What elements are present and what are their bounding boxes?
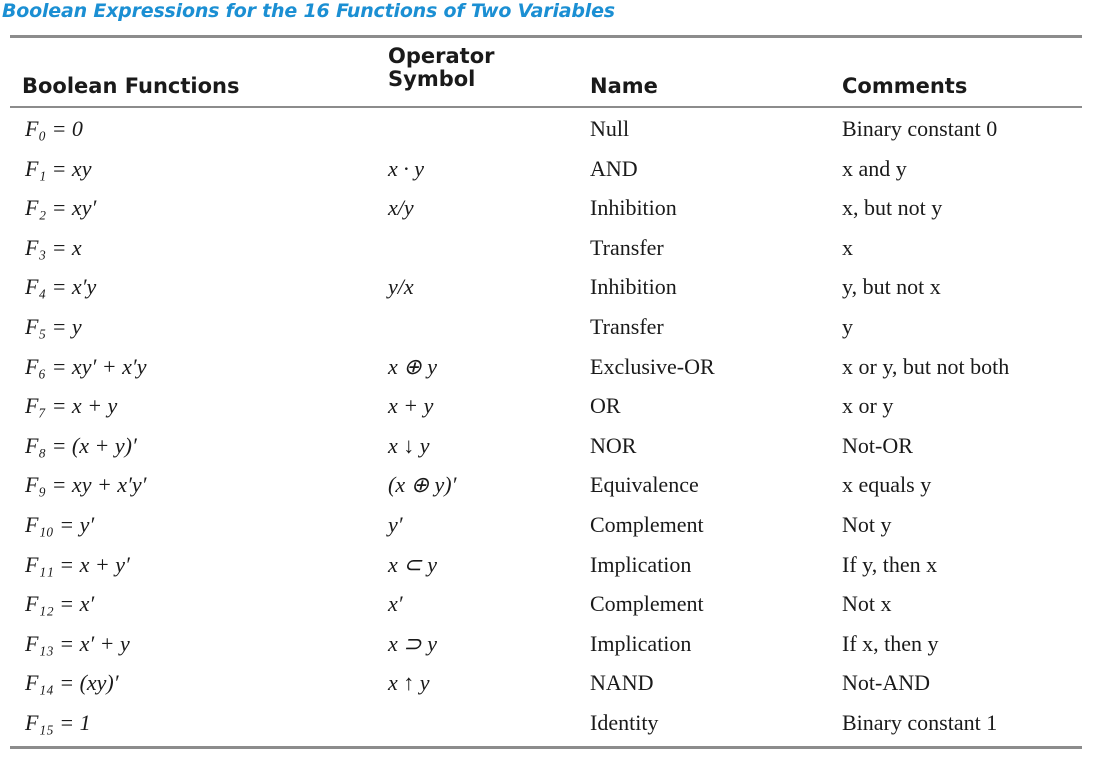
name-cell: Null xyxy=(590,116,630,141)
table-row xyxy=(0,387,1105,427)
comment-cell: If x, then y xyxy=(842,630,939,656)
function-cell: F₆ = xy′ + x′y xyxy=(25,353,147,379)
operator-cell: x ↑ y xyxy=(388,670,430,696)
name-cell: Inhibition xyxy=(590,195,677,221)
table-row xyxy=(0,150,1105,190)
table-row xyxy=(0,229,1105,269)
operator-cell: x · y xyxy=(388,155,425,181)
bottom-rule xyxy=(10,746,1082,749)
function-cell: F₁₄ = (xy)′ xyxy=(25,670,119,696)
name-cell: NAND xyxy=(590,670,654,696)
table-caption: Boolean Expressions for the 16 Functions of Two Variables xyxy=(2,0,615,22)
name-cell: Exclusive-OR xyxy=(590,353,715,379)
function-cell: F₁₂ = x′ xyxy=(25,591,95,617)
table-row xyxy=(0,427,1105,467)
comment-cell: Binary constant 1 xyxy=(842,709,998,735)
header-rule xyxy=(10,106,1082,108)
comment-cell: Not-OR xyxy=(842,432,913,458)
operator-cell: x ⊂ y xyxy=(388,551,437,577)
table-row xyxy=(0,506,1105,546)
header-operator-line1: Operator xyxy=(388,44,495,68)
table-row xyxy=(0,664,1105,704)
operator-cell: x ⊕ y xyxy=(388,353,437,379)
name-cell: Complement xyxy=(590,511,704,537)
comment-cell: x and y xyxy=(842,155,907,181)
table-row xyxy=(0,585,1105,625)
function-cell: F₁ = xy xyxy=(25,155,92,181)
function-cell: F₁₅ = 1 xyxy=(25,709,91,735)
name-cell: Implication xyxy=(590,630,692,656)
table-row xyxy=(0,625,1105,665)
function-cell: F₃ = x xyxy=(25,234,82,260)
function-cell: F₁₃ = x′ + y xyxy=(25,630,130,656)
operator-cell: x + y xyxy=(388,393,434,419)
comment-cell: x, but not y xyxy=(842,195,943,221)
operator-cell: (x ⊕ y)′ xyxy=(388,472,457,498)
comment-cell: Not y xyxy=(842,511,892,537)
name-cell: NOR xyxy=(590,432,637,458)
operator-cell: y/x xyxy=(388,274,414,300)
name-cell: Implication xyxy=(590,551,692,577)
table-row xyxy=(0,546,1105,586)
header-comments: Comments xyxy=(842,74,968,98)
comment-cell: x or y, but not both xyxy=(842,353,1010,379)
table-row xyxy=(0,268,1105,308)
operator-cell: x ⊃ y xyxy=(388,630,437,656)
name-cell: OR xyxy=(590,393,621,419)
table-row xyxy=(0,189,1105,229)
name-cell: AND xyxy=(590,155,638,181)
function-cell: F₀ = 0 xyxy=(25,116,83,141)
name-cell: Transfer xyxy=(590,313,664,339)
table-row xyxy=(0,348,1105,388)
header-boolean-functions: Boolean Functions xyxy=(22,74,240,98)
function-cell: F₉ = xy + x′y′ xyxy=(25,472,147,498)
operator-cell: x′ xyxy=(388,591,403,617)
comment-cell: y, but not x xyxy=(842,274,941,300)
function-cell: F₅ = y xyxy=(25,313,82,339)
function-cell: F₂ = xy′ xyxy=(25,195,97,221)
table-row xyxy=(0,704,1105,744)
comment-cell: If y, then x xyxy=(842,551,938,577)
table-body xyxy=(0,110,1105,744)
operator-cell: y′ xyxy=(388,511,403,537)
header-operator-symbol xyxy=(388,45,494,91)
function-cell: F₄ = x′y xyxy=(25,274,97,300)
table-row xyxy=(0,466,1105,506)
header-name: Name xyxy=(590,74,658,98)
table-row xyxy=(0,110,1105,150)
comment-cell: x xyxy=(842,234,853,260)
function-cell: F₁₀ = y′ xyxy=(25,511,95,537)
comment-cell: x equals y xyxy=(842,472,932,498)
table-row xyxy=(0,308,1105,348)
function-cell: F₇ = x + y xyxy=(25,393,118,419)
function-cell: F₈ = (x + y)′ xyxy=(25,432,137,458)
name-cell: Identity xyxy=(590,709,659,735)
operator-cell: x ↓ y xyxy=(388,432,430,458)
comment-cell: y xyxy=(842,313,853,339)
name-cell: Equivalence xyxy=(590,472,699,498)
comment-cell: Binary constant 0 xyxy=(842,116,998,141)
name-cell: Inhibition xyxy=(590,274,677,300)
comment-cell: x or y xyxy=(842,393,894,419)
comment-cell: Not-AND xyxy=(842,670,930,696)
operator-cell: x/y xyxy=(388,195,414,221)
header-operator-line2: Symbol xyxy=(388,67,476,91)
top-rule xyxy=(10,35,1082,38)
name-cell: Transfer xyxy=(590,234,664,260)
name-cell: Complement xyxy=(590,591,704,617)
comment-cell: Not x xyxy=(842,591,892,617)
function-cell: F₁₁ = x + y′ xyxy=(25,551,130,577)
